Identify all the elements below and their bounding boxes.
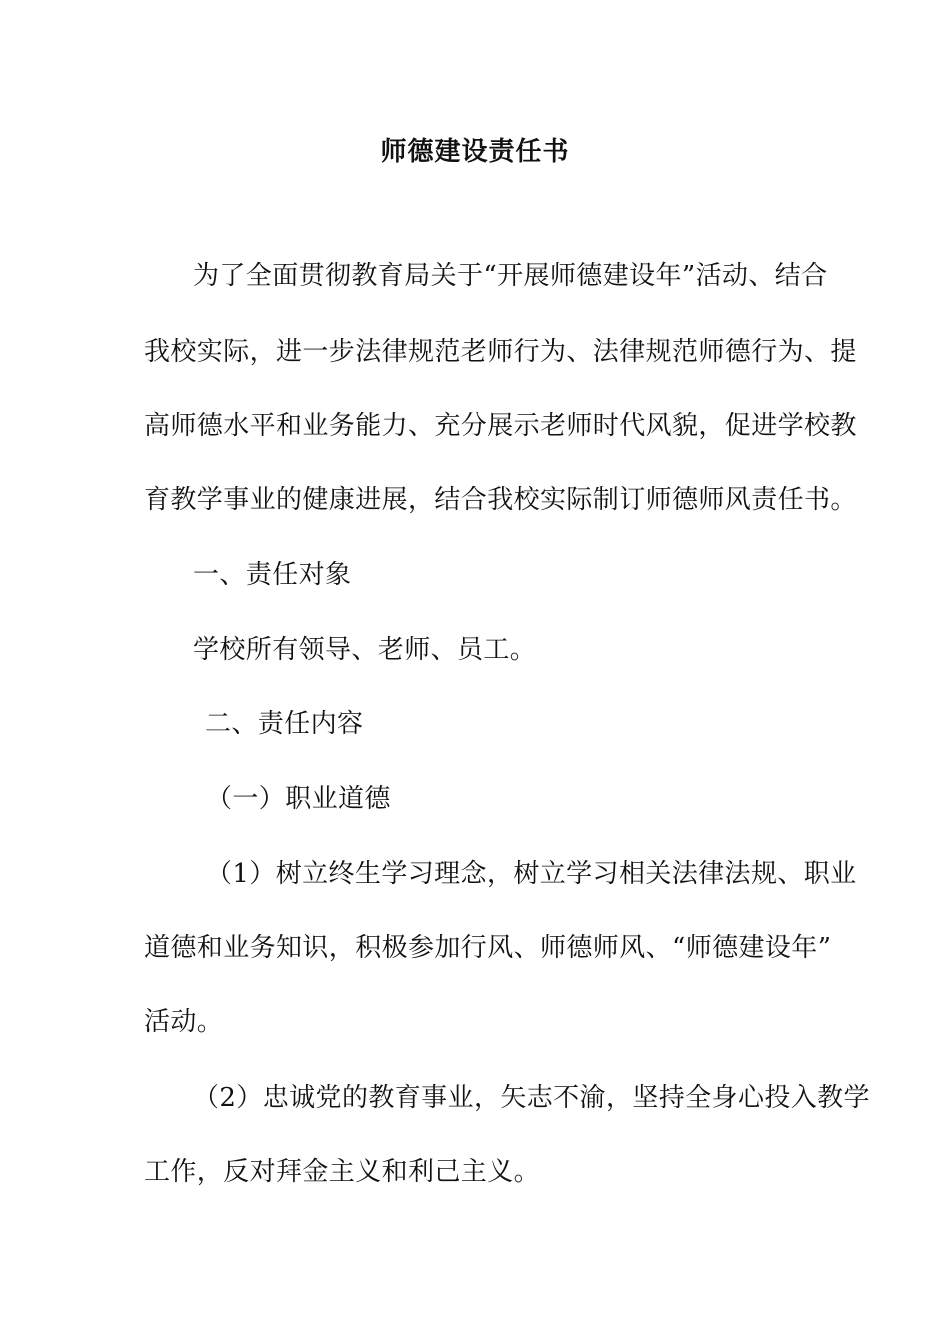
list-item-line: （1）树立终生学习理念，树立学习相关法律法规、职业 [206,859,857,889]
paragraph-line: 为了全面贯彻教育局关于“开展师德建设年”活动、结合 [193,261,828,291]
list-item-line: （2）忠诚党的教育事业，矢志不渝，坚持全身心投入教学 [193,1083,870,1113]
section-heading: 一、责任对象 [193,560,352,590]
list-item-line: 道德和业务知识，积极参加行风、师德师风、“师德建设年” [144,933,832,963]
paragraph-line: 我校实际，进一步法律规范老师行为、法律规范师德行为、提 [144,337,857,367]
list-item-line: 工作，反对拜金主义和利己主义。 [144,1157,541,1187]
paragraph-line: 育教学事业的健康进展，结合我校实际制订师德师风责任书。 [144,485,857,515]
list-item-line: 活动。 [144,1007,224,1037]
paragraph-line: 高师德水平和业务能力、充分展示老师时代风貌，促进学校教 [144,411,857,441]
section-heading: 二、责任内容 [205,709,364,739]
document-title: 师德建设责任书 [380,137,570,167]
paragraph-line: 学校所有领导、老师、员工。 [193,635,537,665]
subsection-heading: （一）职业道德 [206,784,391,814]
